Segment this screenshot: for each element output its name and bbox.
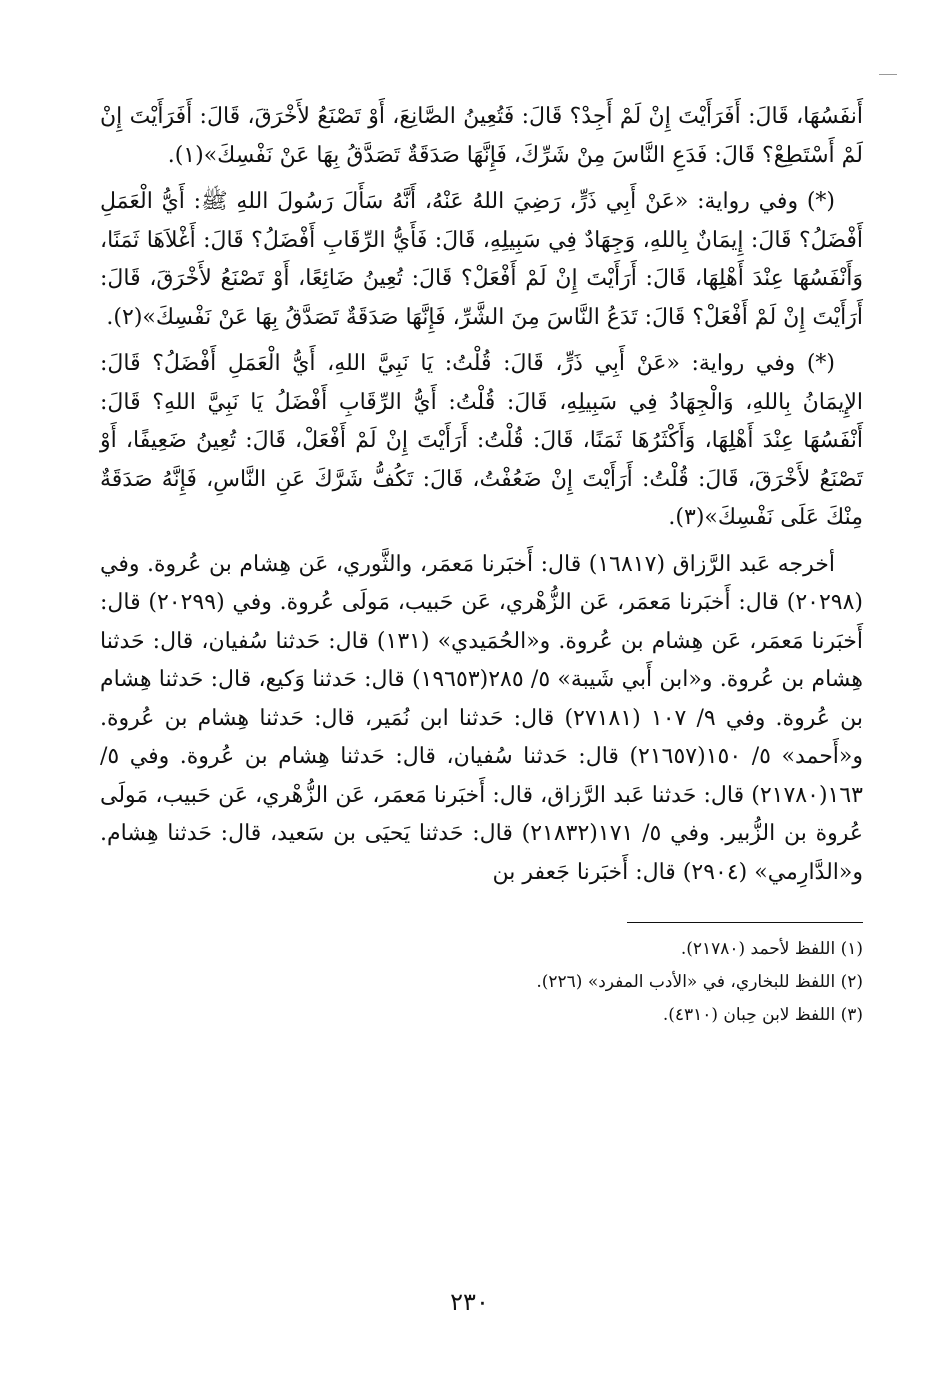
- footnotes: [100, 933, 863, 1032]
- footnote-2: (٢) اللفظ للبخاري، في «الأدب المفرد» (٢٢٦).: [536, 972, 863, 992]
- paragraph-takhrij: أخرجه عَبد الرَّزاق (١٦٨١٧) قال: أَخبَرنا مَعمَر، والثَّوري، عَن هِشام بن عُروة. وفي (٢٠٢٩٨) قال: أَخبَرنا مَعمَر، عَن الزُّهْري، عَن حَبيب، مَولَى عُروة. وفي (٢٠٢٩٩) قال: أَخبَرنا مَعمَر، عَن هِشام بن عُروة. و«الحُمَيدي» (١٣١) قال: حَدثنا سُفيان، قال: حَدثنا هِشام بن عُروة. و«ابن أَبي شَيبة» ٥/ ٢٨٥(١٩٦٥٣) قال: حَدثنا وَكيع، قال: حَدثنا هِشام بن عُروة. وفي ٩/ ١٠٧ (٢٧١٨١) قال: حَدثنا ابن نُمَير، قال: حَدثنا هِشام بن عُروة. و«أَحمد» ٥/ ١٥٠(٢١٦٥٧) قال: حَدثنا سُفيان، قال: حَدثنا هِشام بن عُروة. وفي ٥/ ١٦٣(٢١٧٨٠) قال: حَدثنا عَبد الرَّزاق، قال: أَخبَرنا مَعمَر، عَن الزُّهْري، عَن حَبيب، مَولَى عُروة بن الزُّبير. وفي ٥/ ١٧١(٢١٨٣٢) قال: حَدثنا يَحيَى بن سَعيد، قال: حَدثنا هِشام. و«الدَّارِمي» (٢٩٠٤) قال: أَخبَرنا جَعفر بن: [100, 551, 864, 885]
- footnote-3: (٣) اللفظ لابن حِبان (٤٣١٠).: [662, 1005, 863, 1025]
- paragraph-narration-2: (*) وفي رواية: «عَنْ أَبِي ذَرٍّ، قَالَ: قُلْتُ: يَا نَبِيَّ اللهِ، أَيُّ الْعَمَلِ أَفْضَلُ؟ قَالَ: الإِيمَانُ بِاللهِ، وَالْجِهَادُ فِي سَبِيلِهِ، قَالَ: قُلْتُ: أَيُّ الرِّقَابِ أَفْضَلُ يَا نَبِيَّ اللهِ؟ قَالَ: أَنْفَسُهَا عِنْدَ أَهْلِهَا، وَأَكْثَرُهَا ثَمَنًا، قَالَ: قُلْتُ: أَرَأَيْتَ إِنْ لَمْ أَفْعَلْ، قَالَ: تُعِينُ ضَعِيفًا، أَوْ تَصْنَعُ لأَخْرَقَ، قَالَ: قُلْتُ: أَرَأَيْتَ إِنْ ضَعُفْتُ، قَالَ: تَكُفُّ شَرَّكَ عَنِ النَّاسِ، فَإِنَّهُ صَدَقَةٌ مِنْكَ عَلَى نَفْسِكَ»(٣).: [100, 351, 863, 530]
- paragraph-narration-1: (*) وفي رواية: «عَنْ أَبِي ذَرٍّ، رَضِيَ اللهُ عَنْهُ، أَنَّهُ سَأَلَ رَسُولَ اللهِ ﷺ: أَيُّ الْعَمَلِ أَفْضَلُ؟ قَالَ: إِيمَانٌ بِاللهِ، وَجِهَادٌ فِي سَبِيلِهِ، قَالَ: فَأَيُّ الرِّقَابِ أَفْضَلُ؟ قَالَ: أَغْلاَهَا ثَمَنًا، وَأَنْفَسُهَا عِنْدَ أَهْلِهَا، قَالَ: أَرَأَيْتَ إِنْ لَمْ أَفْعَلْ؟ قَالَ: تُعِينُ ضَائِعًا، أَوْ تَصْنَعُ لأَخْرَقَ، قَالَ: أَرَأَيْتَ إِنْ لَمْ أَفْعَلْ؟ قَالَ: تَدَعُ النَّاسَ مِنَ الشَّرِّ، فَإِنَّهَا صَدَقَةٌ تَصَدَّقُ بِهَا عَنْ نَفْسِكَ»(٢).: [100, 189, 863, 330]
- footnote-1: (١) اللفظ لأحمد (٢١٧٨٠).: [680, 939, 863, 959]
- paragraph-continuation: أَنفَسُهَا، قَالَ: أَفَرَأَيْتَ إِنْ لَمْ أَجِدْ؟ قَالَ: فَتُعِينُ الصَّانِعَ، أَوْ تَصْنَعُ لأَخْرَقَ، قَالَ: أَفَرَأَيْتَ إِنْ لَمْ أَسْتَطِعْ؟ قَالَ: فَدَعِ النَّاسَ مِنْ شَرِّكَ، فَإِنَّهَا صَدَقَةٌ تَصَدَّقُ بِهَا عَنْ نَفْسِكَ»(١).: [100, 104, 864, 168]
- page-number: ٢٣٠: [450, 1288, 489, 1316]
- corner-mark: [879, 74, 897, 75]
- footnote-separator: [627, 922, 863, 923]
- main-text: [100, 98, 863, 892]
